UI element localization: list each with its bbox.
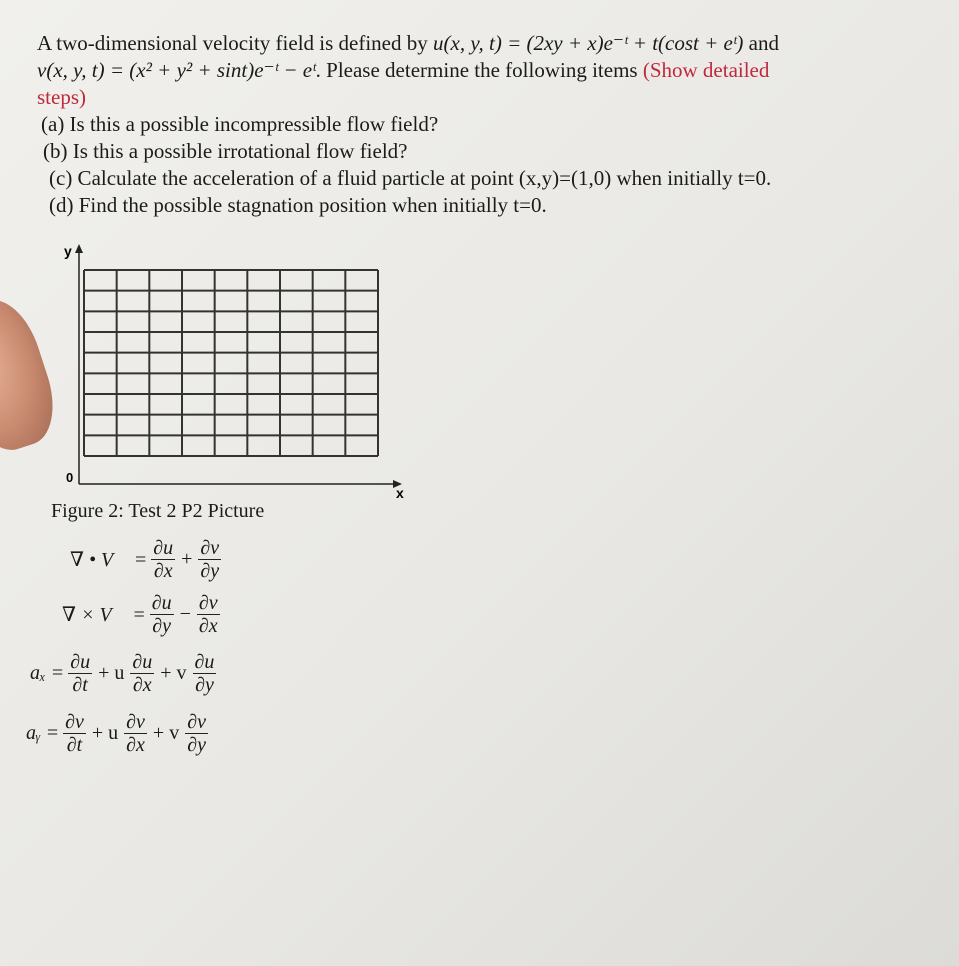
denominator: ∂x [198,615,218,637]
numerator: ∂u [70,651,91,673]
origin-label: 0 [66,470,74,485]
v-equation: v(x, y, t) = (x² + y² + sint)e⁻ᵗ − eᵗ [37,58,316,82]
denominator: ∂y [200,560,220,582]
fraction [68,651,92,696]
denominator: ∂y [195,674,214,696]
denominator: ∂y [152,615,172,637]
operator: + v [152,722,180,744]
denominator: ∂x [132,674,152,696]
operator: + u [98,662,125,684]
x-axis-label: x [396,485,404,501]
denominator: ∂x [153,560,173,582]
y-axis-arrow-icon [75,244,83,253]
numerator: ∂u [194,651,215,673]
finger-shadow [0,291,66,460]
operator: + [181,548,193,570]
numerator: ∂v [198,592,218,614]
fraction [185,711,208,756]
problem-statement [37,30,942,219]
ay-lhs: aᵧ = [26,722,60,744]
problem-line-1 [37,30,942,57]
steps-highlight: steps) [37,85,86,109]
figure-caption: Figure 2: Test 2 P2 Picture [51,500,265,522]
denominator: ∂t [66,734,83,756]
curl-formula [60,592,222,637]
grid-figure [60,240,420,502]
divergence-lhs: ∇ • V⃗ = [70,549,148,571]
numerator: ∂u [151,592,172,614]
numerator: ∂v [126,711,145,733]
divergence-formula [68,537,223,582]
denominator: ∂t [72,674,88,696]
and-text: and [743,31,779,55]
operator: − [179,603,191,625]
denominator: ∂y [187,734,206,756]
acceleration-y-formula [24,711,210,756]
fraction [193,651,217,696]
numerator: ∂u [153,537,174,559]
fraction [151,537,175,582]
operator: + u [91,722,119,744]
operator: + v [160,662,187,684]
show-steps-highlight: (Show detailed [642,58,770,82]
acceleration-x-formula [28,651,218,696]
fraction [198,537,221,582]
problem-intro-text: A two-dimensional velocity field is defined by [37,31,434,55]
fraction [124,711,147,756]
numerator: ∂u [132,651,153,673]
ax-lhs: aₓ = [30,662,65,684]
curl-lhs: ∇ × V⃗ = [62,604,146,626]
fraction [63,711,86,756]
fraction [150,592,174,637]
grid-lines [84,270,378,456]
y-axis-label: y [64,243,72,259]
numerator: ∂v [65,711,84,733]
instruction-text: . Please determine the following items [315,58,643,82]
question-b: (b) Is this a possible irrotational flow field? [43,139,408,163]
numerator: ∂v [200,537,220,559]
numerator: ∂v [187,711,206,733]
fraction [130,651,154,696]
u-equation: u(x, y, t) = (2xy + x)e⁻ᵗ + t(cost + eᵗ) [433,31,744,55]
question-d: (d) Find the possible stagnation position when initially t=0. [49,193,547,217]
question-c: (c) Calculate the acceleration of a fluid particle at point (x,y)=(1,0) when initially t=0. [49,166,772,190]
denominator: ∂x [126,734,145,756]
problem-line-2 [37,57,942,84]
fraction [197,592,220,637]
question-a: (a) Is this a possible incompressible flow field? [41,112,439,136]
